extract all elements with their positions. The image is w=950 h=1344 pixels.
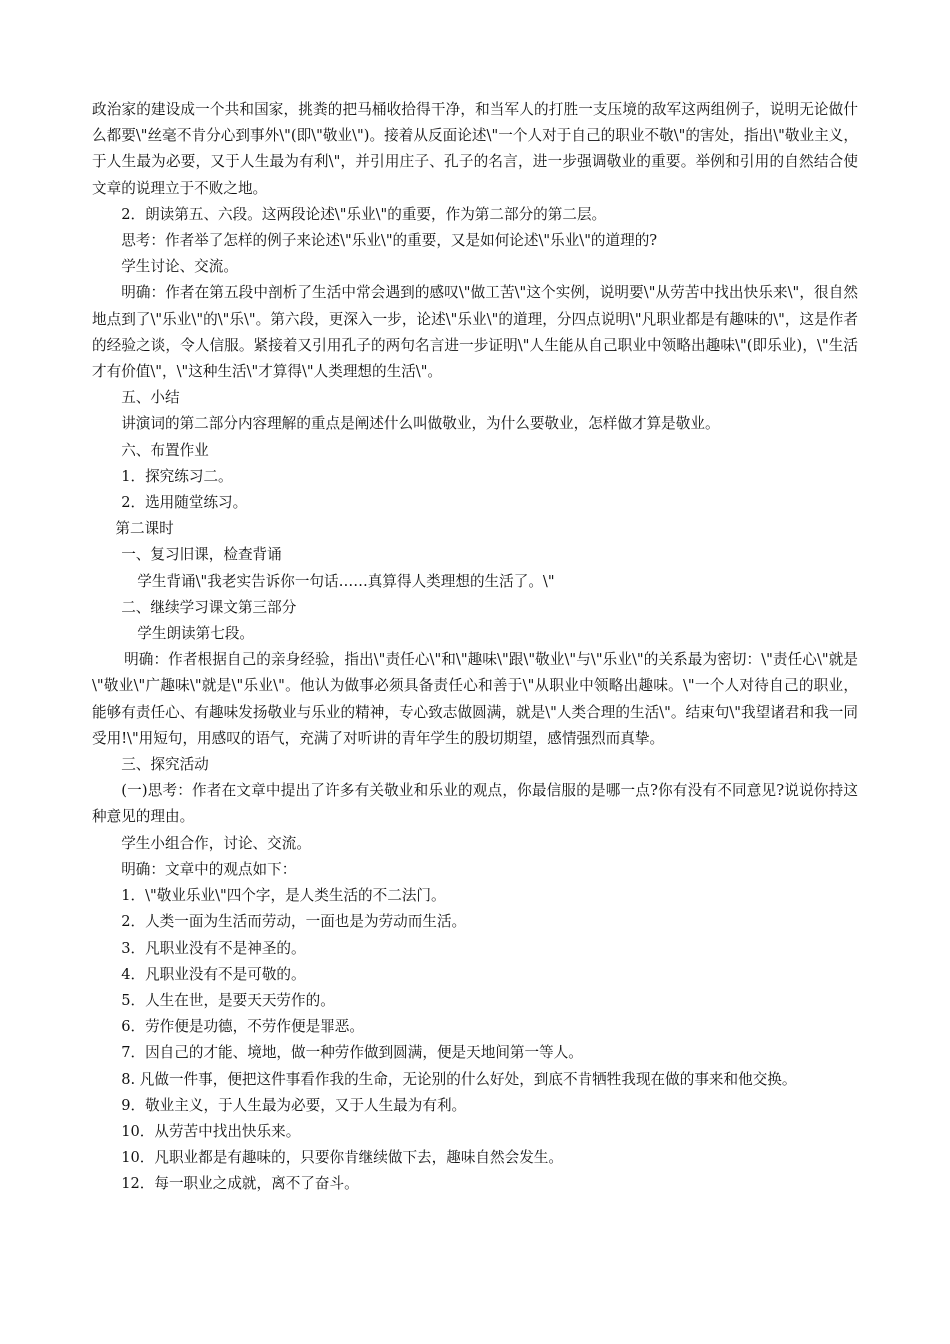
paragraph-read-7: 学生朗读第七段。 — [137, 625, 255, 643]
viewpoint-item: 5．人生在世，是要天天劳作的。 — [121, 991, 335, 1009]
paragraph-recite: 学生背诵\"我老实告诉你一句话……真算得人类理想的生活了。\" — [137, 572, 555, 590]
paragraph-group-discuss: 学生小组合作，讨论、交流。 — [121, 834, 311, 852]
paragraph-viewpoints-intro: 明确：文章中的观点如下： — [121, 860, 297, 878]
viewpoint-item: 7．因自己的才能、境地，做一种劳作做到圆满，便是天地间第一等人。 — [121, 1044, 583, 1062]
homework-item-2: 2．选用随堂练习。 — [121, 494, 248, 512]
homework-item-1: 1．探究练习二。 — [121, 467, 233, 485]
viewpoint-item: 6．劳作便是功德，不劳作便是罪恶。 — [121, 1018, 364, 1036]
paragraph-reading-5-6: 2．朗读第五、六段。这两段论述\"乐业\"的重要，作为第二部分的第二层。 — [121, 205, 607, 223]
heading-explore: 三、探究活动 — [121, 756, 209, 774]
paragraph-discuss: 学生讨论、交流。 — [121, 258, 238, 276]
paragraph-continuation: 政治家的建设成一个共和国家，挑粪的把马桶收拾得干净，和当军人的打胜一支压境的敌军这两组例子，说明无论做什么都要\"丝毫不肯分心到事外\"(即\"敬业\")。接着从反面论述\"一个人对于自己的职业不敬\"的害处，指出\"敬业主义，于人生最为必要，又于人生最为有利\"，并引用庄子、孔子的名言，进一步强调敬业的重要。举例和引用的自然结合使文章的说理立于不败之地。 — [92, 101, 858, 197]
viewpoint-item: 10．从劳苦中找出快乐来。 — [121, 1122, 301, 1140]
heading-second-lesson: 第二课时 — [115, 520, 174, 538]
viewpoint-item: 10．凡职业都是有趣味的，只要你肯继续做下去，趣味自然会发生。 — [121, 1149, 563, 1167]
viewpoint-item: 3．凡职业没有不是神圣的。 — [121, 939, 306, 957]
paragraph-explore-think: (一)思考：作者在文章中提出了许多有关敬业和乐业的观点，你最信服的是哪一点?你有没有不同意见?说说你持这种意见的理由。 — [92, 782, 858, 826]
paragraph-clarify-1: 明确：作者在第五段中剖析了生活中常会遇到的感叹\"做工苦\"这个实例，说明要\"从劳苦中找出快乐来\"，很自然地点到了\"乐业\"的\"乐\"。第六段，更深入一步，论述\"乐业\"的道理，分四点说明\"凡职业都是有趣味的\"，这是作者的经验之谈，令人信服。紧接着又引用孔子的两句名言进一步证明\"人生能从自己职业中领略出趣味\"(即乐业)，\"生活才有价值\"，\"这种生活\"才算得\"人类理想的生活\"。 — [92, 284, 858, 381]
viewpoint-item: 9．敬业主义，于人生最为必要，又于人生最为有利。 — [121, 1096, 467, 1114]
heading-review: 一、复习旧课，检查背诵 — [121, 546, 282, 564]
heading-homework: 六、布置作业 — [121, 441, 209, 459]
heading-continue-study: 二、继续学习课文第三部分 — [121, 598, 297, 616]
paragraph-clarify-2: 明确：作者根据自己的亲身经验，指出\"责任心\"和\"趣味\"跟\"敬业\"与\"乐业\"的关系最为密切：\"责任心\"就是\"敬业\"广趣味\"就是\"乐业\"。他认为做事必须具备责任心和善于\"从职业中领略出趣味。\"一个人对待自己的职业，能够有责任心、有趣味发扬敬业与乐业的精神，专心致志做圆满，就是\"人类合理的生活\"。结束句\"我望诸君和我一同受用!\"用短句，用感叹的语气，充满了对听讲的青年学生的殷切期望，感情强烈而真挚。 — [92, 651, 858, 747]
viewpoint-item: 4．凡职业没有不是可敬的。 — [121, 965, 306, 983]
viewpoint-item: 1．\"敬业乐业\"四个字，是人类生活的不二法门。 — [121, 887, 446, 905]
paragraph-think: 思考：作者举了怎样的例子来论述\"乐业\"的重要，又是如何论述\"乐业\"的道理的? — [121, 232, 658, 250]
heading-summary: 五、小结 — [121, 389, 180, 407]
viewpoint-item: 2．人类一面为生活而劳动，一面也是为劳动而生活。 — [121, 913, 467, 931]
viewpoint-item: 8. 凡做一件事，便把这件事看作我的生命，无论别的什么好处，到底不肯牺牲我现在做的事来和他交换。 — [121, 1070, 797, 1088]
viewpoint-item: 12．每一职业之成就，离不了奋斗。 — [121, 1175, 359, 1193]
paragraph-summary: 讲演词的第二部分内容理解的重点是阐述什么叫做敬业，为什么要敬业，怎样做才算是敬业。 — [121, 415, 720, 433]
